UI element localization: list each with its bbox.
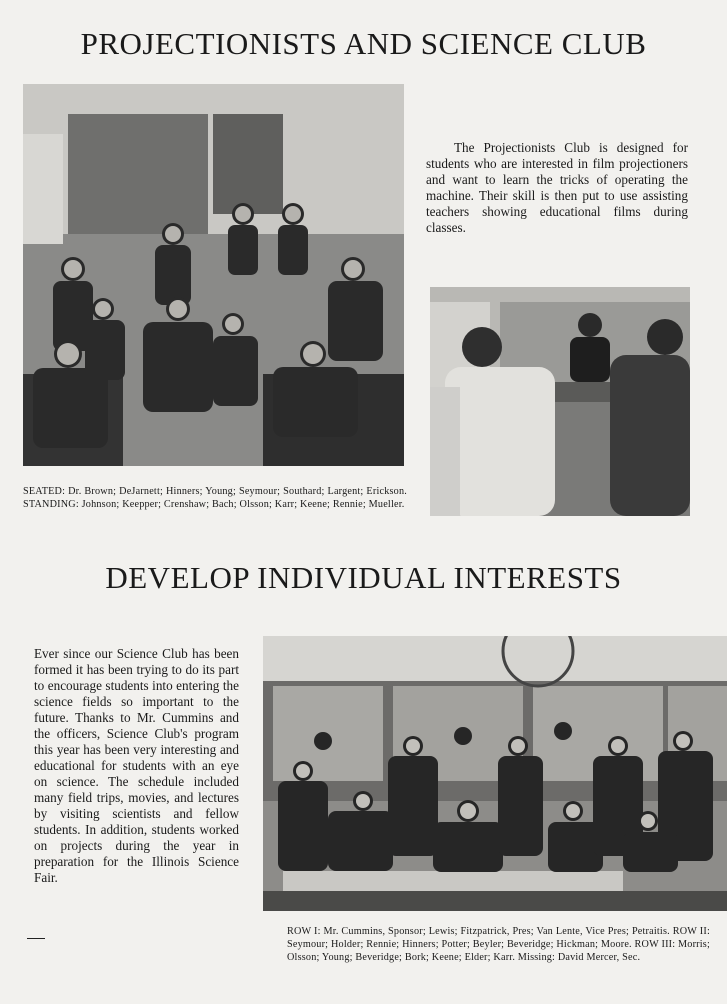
projectionists-group-photo: [23, 84, 404, 466]
classroom-photo: [430, 287, 690, 516]
science-club-group-photo: [263, 636, 727, 911]
science-club-caption: ROW I: Mr. Cummins, Sponsor; Lewis; Fitzpatrick, Pres; Van Lente, Vice Pres; Petraitis. ROW II: Seymour; Holder; Rennie; Hinners; Potter; Beyler; Beveridge; Hickman; Moore. ROW III: Morris; Olsson; Young; Beveridge; Bork; Keene; Elder; Karr. Missing: David Mercer, Sec.: [287, 926, 711, 963]
page-mark: [27, 938, 45, 939]
projectionists-title: PROJECTIONISTS AND SCIENCE CLUB: [80, 26, 647, 61]
projectionists-caption: SEATED: Dr. Brown; DeJarnett; Hinners; Young; Seymour; Southard; Largent; Erickson. STANDING: Johnson; Keepper; Crenshaw; Bach; Olsson; Karr; Keene; Rennie; Mueller.: [23, 486, 407, 510]
science-club-title: DEVELOP INDIVIDUAL INTERESTS: [105, 560, 622, 595]
science-club-description: Ever since our Science Club has been formed it has been trying to do its part to encourage students into entering the science fields so important to the future. Thanks to Mr. Cummins and the officers, Science Club's program this year has been very interesting and educational for students with an eye on science. The schedule included many field trips, movies, and lectures by visiting scientists and fellow students. In addition, students worked on projects during the year in preparation for the Illinois Science Fair.: [34, 646, 239, 885]
projectionists-description: The Projectionists Club is designed for students who are interested in film projectioners and want to learn the tricks of operating the machine. Their skill is then put to use assisting teachers showing educational films during classes.: [426, 140, 688, 235]
